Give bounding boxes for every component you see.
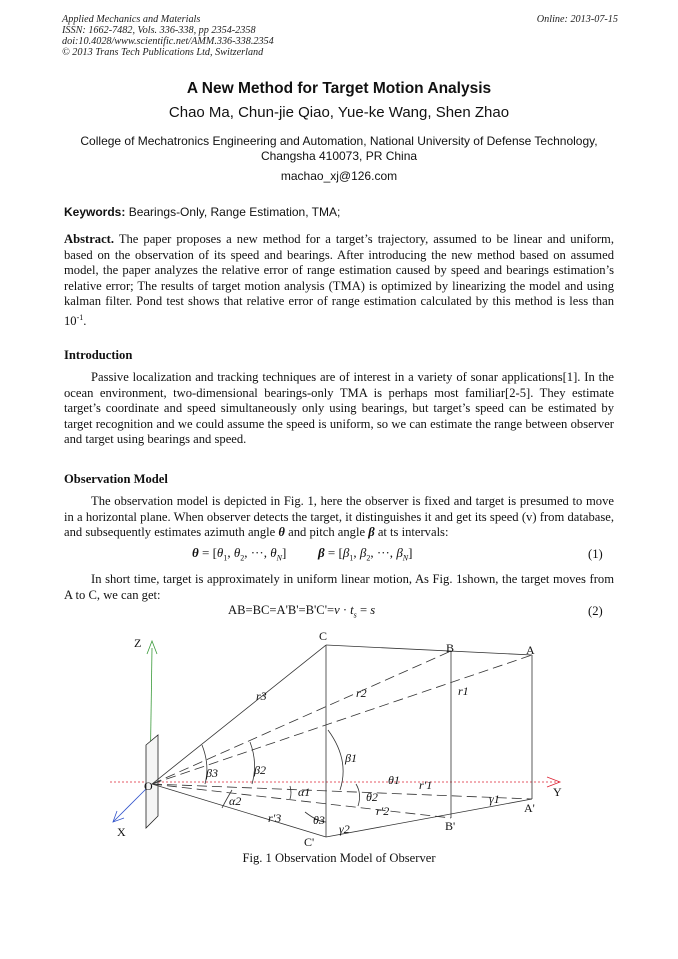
ray-r1-prime	[152, 784, 532, 799]
obs-text-b: and pitch angle	[288, 525, 366, 539]
label-theta3: θ3	[313, 813, 325, 827]
label-Y: Y	[553, 785, 562, 799]
introduction-paragraph: Passive localization and tracking techniques are of interest in a variety of sonar applications[1]. In the ocean environment, two-dimensional bearings-only TMA is perhaps most familiar[2-5]. They estimate target’s coordinate and speed simultaneously only using bearings, but target’s speed can be estimated by target recognition and we could assume the speed is uniform, so we can estimate the range between observer and target using bearings and speed.	[64, 370, 614, 446]
ray-r1	[152, 655, 532, 784]
arc-beta1	[328, 730, 343, 790]
abstract-text: The paper proposes a new method for a target’s trajectory, assumed to be linear and uniform, based on the observation of its speed and bearings. After introducing the new method based on assumed model, the paper analyzes the relative error of range estimation caused by speed and bearings estimation’s relative error; The results of target motion analysis (TMA) is optimized by linearizing the model and using kalman filter. Pond test shows that relative error of range estimation calculated by this method is less than 10	[64, 232, 615, 328]
label-alpha2: α2	[229, 794, 242, 808]
equation-2-number: (2)	[588, 604, 603, 618]
equation-1-theta: $\theta = [\theta_1$, $\theta_2$, ···, $\theta_N$]	[192, 545, 287, 563]
obs-text-a: The observation model is depicted in Fig. 1, here the observer is fixed and target is presumed to move in a horizontal plane. When observer detects the target, it distinguishes it and get its speed (v) from database, and subsequently estimates azimuth angle	[64, 494, 614, 539]
authors: Chao Ma, Chun-jie Qiao, Yue-ke Wang, Shen Zhao	[168, 104, 510, 121]
label-Z: Z	[134, 636, 142, 650]
online-date: Online: 2013-07-15	[536, 14, 618, 25]
equation-2-text: AB=BC=A'B'=B'C'=	[228, 603, 335, 617]
label-gamma2: γ2	[339, 822, 350, 836]
doi-line: doi:10.4028/www.scientific.net/AMM.336-338.2354	[62, 36, 274, 47]
section-heading-introduction: Introduction	[64, 348, 133, 362]
label-alpha1: α1	[298, 785, 311, 799]
label-A-prime: A'	[524, 801, 535, 815]
label-B-prime: B'	[445, 819, 456, 833]
label-gamma1: γ1	[489, 792, 500, 806]
author-email: machao_xj@126.com	[280, 169, 398, 183]
abstract-end: .	[83, 313, 87, 328]
label-beta2: β2	[254, 763, 266, 777]
label-r1: r1	[458, 684, 469, 698]
observation-paragraph-2: In short time, target is approximately in uniform linear motion, As Fig. 1shown, the target moves from A to C, we can get:	[64, 572, 614, 602]
abstract-label: Abstract.	[64, 232, 115, 246]
label-A: A	[526, 643, 535, 657]
equation-1-beta: $\beta = [\beta_1$, $\beta_2$, ···, $\beta_N$]	[318, 545, 413, 563]
label-r2-prime: r'2	[376, 804, 390, 818]
label-beta3: β3	[206, 766, 218, 780]
arc-alpha1	[290, 786, 291, 799]
ray-r3	[152, 645, 326, 784]
equation-2: $AB=BC=A'B'=B'C'=v \cdot t_s = s$	[228, 603, 376, 620]
theta-symbol: θ	[278, 525, 285, 539]
issn-line: ISSN: 1662-7482, Vols. 336-338, pp 2354-2358	[62, 25, 256, 36]
affiliation-line-1: College of Mechatronics Engineering and Automation, National University of Defense Technology,	[80, 134, 598, 148]
figure-caption: Fig. 1 Observation Model of Observer	[242, 851, 436, 865]
keywords-text: Bearings-Only, Range Estimation, TMA;	[128, 205, 341, 219]
label-r3-prime: r'3	[268, 811, 282, 825]
label-C-prime: C'	[304, 835, 315, 849]
ray-r2	[152, 651, 451, 784]
label-theta2: θ2	[366, 790, 378, 804]
label-beta1: β1	[345, 751, 357, 765]
journal-name: Applied Mechanics and Materials	[62, 14, 201, 25]
label-r2: r2	[356, 686, 367, 700]
line-C-A	[326, 645, 532, 655]
beta-symbol: β	[368, 525, 375, 539]
label-r1-prime: r'1	[419, 778, 433, 792]
equation-1-number: (1)	[588, 547, 603, 561]
copyright-line: © 2013 Trans Tech Publications Ltd, Switzerland	[62, 47, 264, 58]
label-r3: r3	[256, 689, 267, 703]
affiliation-line-2: Changsha 410073, PR China	[260, 149, 418, 163]
arc-theta2	[356, 784, 360, 806]
label-O: O	[144, 779, 153, 793]
keywords-label: Keywords:	[64, 205, 126, 219]
paper-title: A New Method for Target Motion Analysis	[186, 80, 492, 97]
abstract-exponent: -1	[76, 312, 84, 322]
section-heading-observation-model: Observation Model	[64, 472, 168, 486]
label-B: B	[446, 641, 455, 655]
label-theta1: θ1	[388, 773, 400, 787]
obs-text-c: at ts intervals:	[377, 525, 449, 539]
label-X: X	[117, 825, 126, 839]
line-Cprime-Aprime	[326, 799, 532, 837]
label-C: C	[319, 629, 328, 643]
